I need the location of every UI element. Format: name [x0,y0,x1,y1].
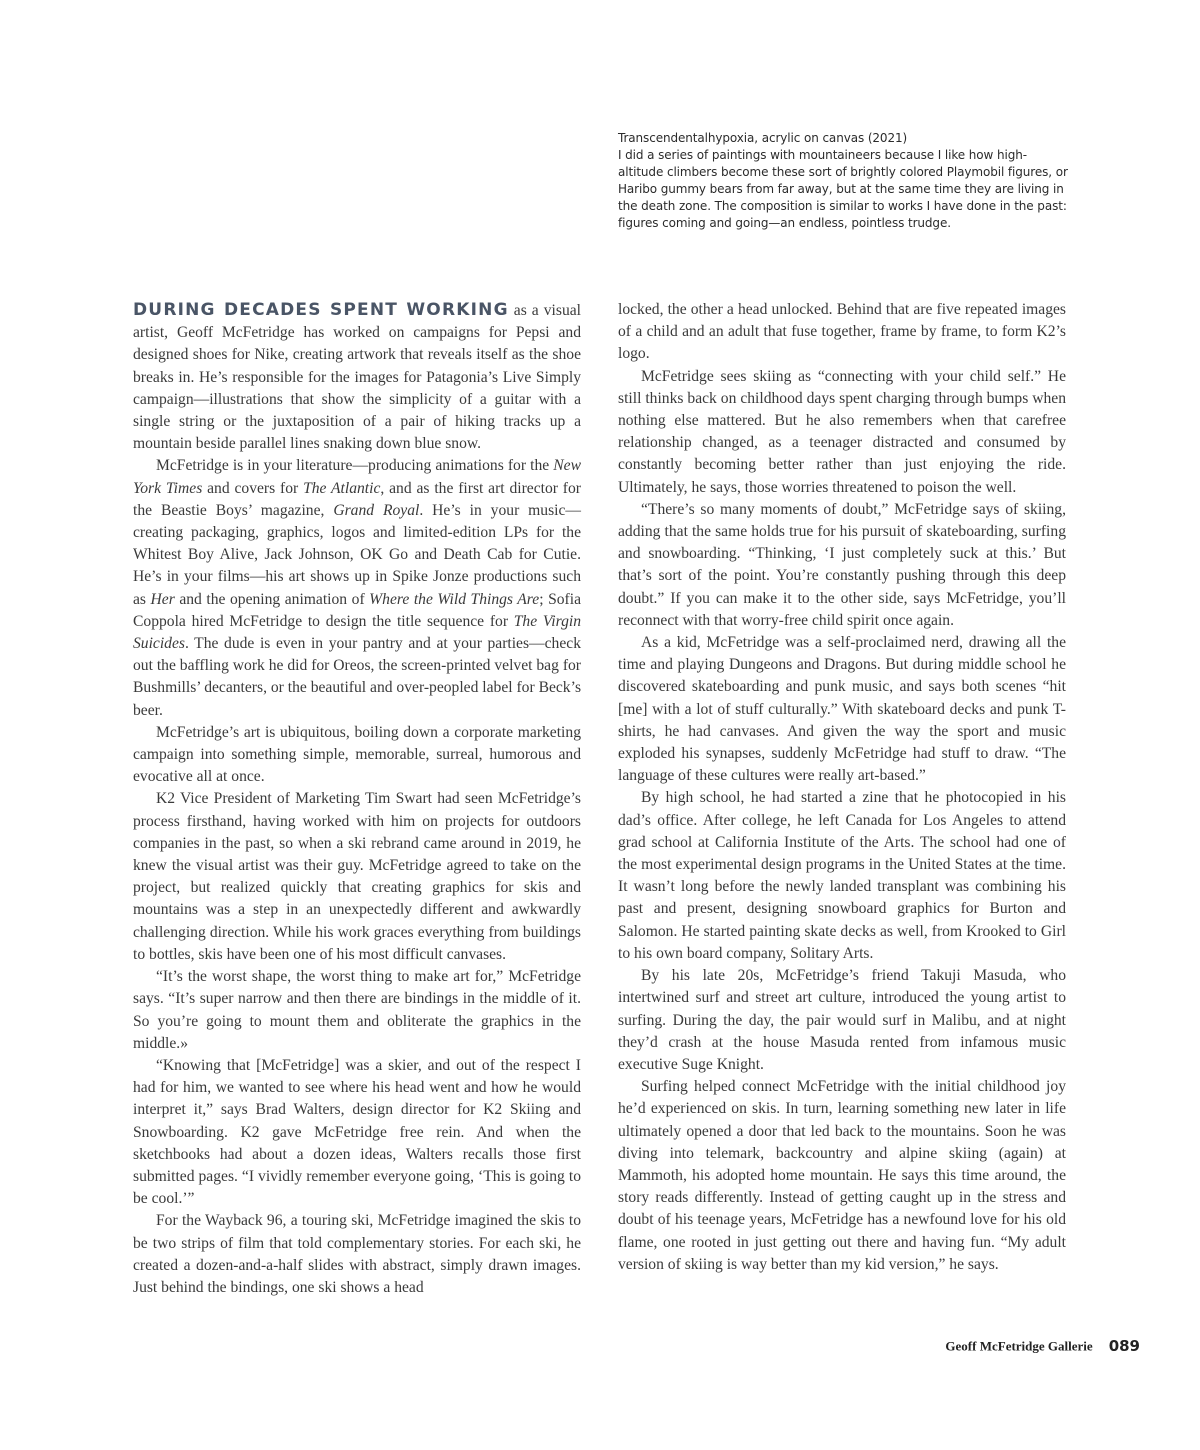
publication-title: Grand Royal [333,501,420,519]
article-paragraph: “There’s so many moments of doubt,” McFetridge says of skiing, adding that the same holds true for his pursuit of skateboarding, surfing and snowboarding. “Thinking, ‘I just completely suck at this.’ But that’s sort of the point. You’re constantly pushing through this deep doubt.” If you can make it to the other side, says McFetridge, you’ll reconnect with that worry-free child spirit once again. [618,500,1066,629]
paragraph-text: and covers for [202,479,304,497]
article-paragraph: locked, the other a head unlocked. Behind that are five repeated images of a child and an adult that fuse together, frame by frame, to form K2’s logo. [618,301,1066,363]
article-paragraph: By high school, he had started a zine that he photocopied in his dad’s office. After college, he left Canada for Los Angeles to attend grad school at California Institute of the Arts. The school had one of the most experimental design programs in the United States at the time. It wasn’t long before the newly landed transplant was combining his past and present, designing snowboard graphics for Burton and Salomon. He started painting skate decks as well, from Krooked to Girl to his own board company, Solitary Arts. [618,789,1066,962]
film-title: Where the Wild Things Are [369,590,540,608]
article-column-left [133,299,581,1299]
paragraph-text: , and as the first art director for the Beastie Boys’ magazine, [133,479,581,519]
running-footer-title: Geoff McFetridge Gallerie [945,1338,1093,1354]
article-paragraph: For the Wayback 96, a touring ski, McFetridge imagined the skis to be two strips of film that told complementary stories. For each ski, he created a dozen-and-a-half slides with abstract, simply drawn images. Just behind the bindings, one ski shows a head [133,1212,581,1296]
lead-in: DURING DECADES SPENT WORKING [133,300,509,320]
article-paragraph [133,299,581,455]
paragraph-text: and the opening animation of [174,590,370,608]
paragraph-text: as a visual artist, Geoff McFetridge has worked on campaigns for Pepsi and designed shoes for Nike, creating artwork that reveals itself as the shoe breaks in. He’s responsible for the images for Patagonia’s Live Simply campaign—illustrations that show the simplicity of a guitar with a single string or the juxtaposition of a pair of hiking tracks up a mountain beside parallel lines snaking down blue snow. [133,302,582,453]
article-paragraph: “It’s the worst shape, the worst thing to make art for,” McFetridge says. “It’s super narrow and then there are bindings in the middle of it. So you’re going to mount them and obliterate the graphics in the middle.» [133,968,581,1052]
article-paragraph: “Knowing that [McFetridge] was a skier, and out of the respect I had for him, we wanted to see where his head went and how he would interpret it,” says Brad Walters, design director for K2 Skiing and Snowboarding. K2 gave McFetridge free rein. And when the sketchbooks had about a dozen ideas, Walters recalls those first submitted pages. “I vividly remember everyone going, ‘This is going to be cool.’” [133,1056,581,1208]
article-paragraph: K2 Vice President of Marketing Tim Swart had seen McFetridge’s process firsthand, having worked with him on projects for outdoors companies in the past, so when a ski rebrand came around in 2019, he knew the visual artist was their guy. McFetridge agreed to take on the project, but realized quickly that creating graphics for skis and mountains was a step in an unexpectedly different and awkwardly challenging direction. While his work graces everything from buildings to bottles, skis have been one of his most difficult canvases. [133,790,581,963]
article-paragraph [133,455,581,721]
article-paragraph: As a kid, McFetridge was a self-proclaimed nerd, drawing all the time and playing Dungeons and Dragons. But during middle school he discovered skateboarding and punk music, and says both scenes “hit [me] with a lot of stuff culturally.” With skateboard decks and punk T-shirts, he had canvases. And given the way the sport and music exploded his synapses, suddenly McFetridge had stuff to draw. “The language of these cultures were really art-based.” [618,634,1066,785]
paragraph-text: ; Sofia Coppola hired McFetridge to design the title sequence for [133,590,581,630]
article-paragraph: By his late 20s, McFetridge’s friend Takuji Masuda, who intertwined surf and street art culture, introduced the young artist to surfing. During the day, the pair would surf in Malibu, and at night they’d crash at the house Masuda rented from infamous music executive Suge Knight. [618,967,1066,1073]
paragraph-text: . The dude is even in your pantry and at your parties—check out the baffling work he did for Oreos, the screen-printed velvet bag for Bushmills’ decanters, or the beautiful and over-peopled label for Beck’s beer. [133,635,582,719]
page-number: 089 [1108,1337,1140,1356]
paragraph-text: . He’s in your music—creating packaging, graphics, logos and limited-edition LPs for the Whitest Boy Alive, Jack Johnson, OK Go and Death Cab for Cutie. He’s in your films—his art shows up in Spike Jonze productions such as [133,501,582,608]
film-title: Her [150,590,175,608]
article-paragraph: McFetridge’s art is ubiquitous, boiling down a corporate marketing campaign into something simple, memorable, surreal, humorous and evocative all at once. [133,723,581,786]
paragraph-text: McFetridge is in your literature—producing animations for the [156,457,554,475]
caption-text: I did a series of paintings with mountaineers because I like how high-altitude climbers become these sort of brightly colored Playmobil figures, or Haribo gummy bears from far away, but at the same time they are living in the death zone. The composition is similar to works I have done in the past: figures coming and going—an endless, pointless trudge. [618,148,1068,230]
caption-title: Transcendentalhypoxia, acrylic on canvas (2021) [618,131,908,145]
page-footer [800,1337,1140,1355]
image-caption [618,130,1068,232]
article-column-right [618,299,1066,1276]
article-paragraph: Surfing helped connect McFetridge with the initial childhood joy he’d experienced on skis. In turn, learning something new later in life ultimately opened a door that led back to the mountains. Soon he was diving into telemark, backcountry and alpine skiing (again) at Mammoth, his adopted home mountain. He says this time around, the story reads differently. Instead of getting caught up in the stress and doubt of his teenage years, McFetridge has a newfound love for his old flame, one rooted in just getting out there and having fun. “My adult version of skiing is way better than my kid version,” he says. [618,1078,1066,1273]
publication-title: New York Times [133,457,581,497]
publication-title: The Atlantic [303,479,381,497]
film-title: The Virgin Suicides [133,612,581,653]
article-paragraph: McFetridge sees skiing as “connecting with your child self.” He still thinks back on childhood days spent charging through bumps when nothing else mattered. But he also remembers when that carefree relationship changed, as a teenager distracted and consumed by constantly becoming better rather than just enjoying the ride. Ultimately, he says, those worries threatened to poison the well. [618,367,1066,496]
